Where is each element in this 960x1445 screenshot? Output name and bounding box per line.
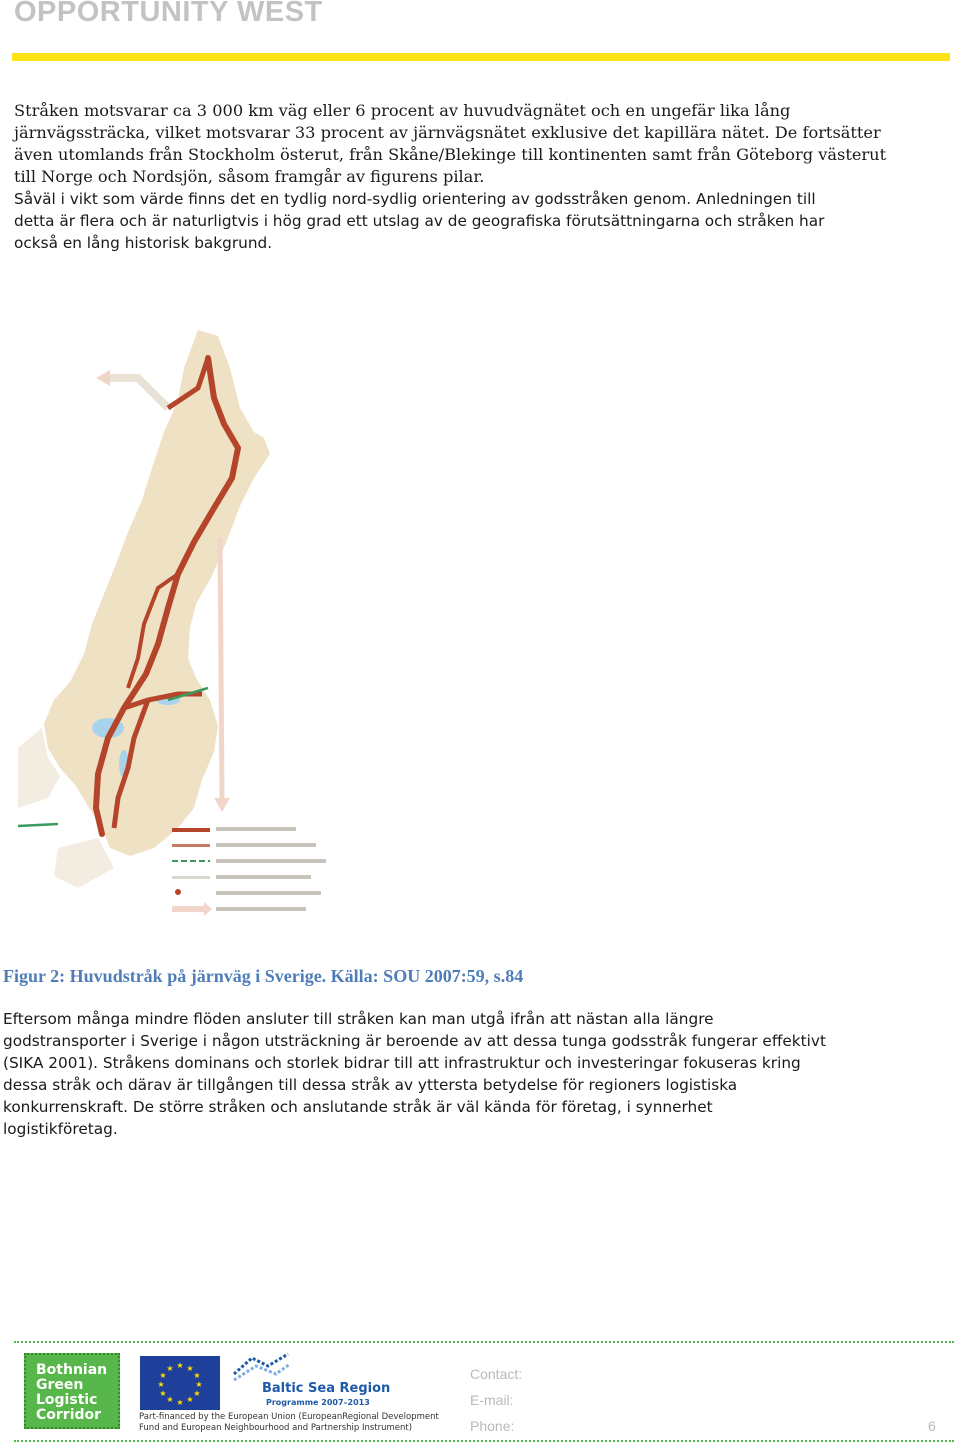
baltic-sea-region-subtitle: Programme 2007–2013 <box>266 1398 370 1407</box>
svg-text:★: ★ <box>186 1364 194 1373</box>
svg-text:★: ★ <box>159 1389 167 1398</box>
baltic-sea-region-flag-icon <box>232 1352 292 1382</box>
text-line: (SIKA 2001). Stråkens dominans och storlek bidrar till att infrastruktur och investeringar fokuseras kring <box>3 1054 801 1072</box>
baltic-sea-region-title: Baltic Sea Region <box>262 1381 391 1396</box>
text-line: Stråken motsvarar ca 3 000 km väg eller 6 procent av huvudvägnätet och en ungefär lika lång <box>14 101 791 120</box>
eu-stars-icon <box>140 1356 220 1410</box>
text-line: också en lång historisk bakgrund. <box>14 234 273 252</box>
text-line: konkurrenskraft. De större stråken och anslutande stråk är väl kända för företag, i synnerhet <box>3 1098 713 1116</box>
continent-arrow <box>220 538 222 798</box>
phone-label: Phone: <box>470 1418 515 1434</box>
figure-caption: Figur 2: Huvudstråk på järnväg i Sverige. Källa: SOU 2007:59, s.84 <box>3 966 524 986</box>
text-line: Såväl i vikt som värde finns det en tydlig nord-sydlig orientering av godsstråken genom. Anledningen till <box>14 190 816 208</box>
denmark-land <box>54 838 114 888</box>
continent-arrowhead <box>214 798 230 812</box>
paragraph-1 <box>14 100 914 188</box>
text-line: även utomlands från Stockholm österut, från Skåne/Blekinge till kontinenten samt från Göteborg västerut <box>14 145 887 164</box>
legend-swatch-rail-2 <box>172 844 210 847</box>
funding-note <box>139 1412 439 1434</box>
svg-text:★: ★ <box>166 1364 174 1373</box>
svg-text:★: ★ <box>176 1361 184 1370</box>
logo-line: Bothnian <box>36 1362 108 1378</box>
paragraph-2 <box>14 188 934 254</box>
legend-text-3 <box>216 859 326 863</box>
svg-text:★: ★ <box>159 1371 167 1380</box>
text-line: godstransporter i Sverige i någon utsträckning är beroende av att dessa tunga godsstråk fungerar effektivt <box>3 1032 826 1050</box>
footer-bottom-rule <box>14 1440 954 1442</box>
legend-text-4 <box>216 875 311 879</box>
logo-line: Corridor <box>36 1407 102 1423</box>
eu-flag-logo <box>140 1356 220 1410</box>
sweden-rail-map-figure <box>18 328 363 926</box>
text-line: till Norge och Nordsjön, såsom framgår av figurens pilar. <box>14 167 485 186</box>
svg-text:★: ★ <box>166 1395 174 1404</box>
email-label: E-mail: <box>470 1392 514 1408</box>
north-arrowhead <box>96 370 110 386</box>
contact-label: Contact: <box>470 1366 523 1382</box>
page-number: 6 <box>928 1418 936 1434</box>
green-link-west <box>18 824 58 826</box>
svg-text:★: ★ <box>157 1380 165 1389</box>
bothnian-green-logistic-corridor-logo <box>24 1353 120 1429</box>
legend-swatch-node <box>175 889 181 895</box>
legend-text-5 <box>216 891 321 895</box>
logo-line: Green <box>36 1377 84 1393</box>
legend-swatch-rail <box>172 828 210 832</box>
funding-line: Fund and European Neighbourhood and Partnership Instrument) <box>139 1423 413 1433</box>
rail-corridor-north-arrow <box>110 378 168 408</box>
map-svg <box>18 328 363 926</box>
svg-text:★: ★ <box>176 1398 184 1407</box>
svg-text:★: ★ <box>193 1389 201 1398</box>
logo-line: Logistic <box>36 1392 98 1408</box>
legend-swatch-arrow <box>172 902 212 916</box>
header-yellow-bar <box>12 53 950 61</box>
footer-top-rule <box>14 1341 954 1343</box>
text-line: järnvägssträcka, vilket motsvarar 33 procent av järnvägsnätet exklusive det kapillära nätet. De fortsätter <box>14 123 881 142</box>
legend-text-1 <box>216 827 296 831</box>
funding-line: Part-financed by the European Union (EuropeanRegional Development <box>139 1412 439 1422</box>
text-line: Eftersom många mindre flöden ansluter till stråken kan man utgå ifrån att nästan alla längre <box>3 1010 714 1028</box>
legend-text-2 <box>216 843 316 847</box>
text-line: detta är flera och är naturligtvis i hög grad ett utslag av de geografiska förutsättningarna och stråken har <box>14 212 825 230</box>
legend-swatch-road <box>172 876 210 879</box>
svg-text:★: ★ <box>193 1371 201 1380</box>
text-line: logistikföretag. <box>3 1120 118 1138</box>
paragraph-3 <box>3 1008 943 1140</box>
svg-text:★: ★ <box>186 1395 194 1404</box>
text-line: dessa stråk och därav är tillgången till dessa stråk av yttersta betydelse för regioners logistiska <box>3 1076 738 1094</box>
page-header-title: OPPORTUNITY WEST <box>14 0 323 28</box>
legend-text-6 <box>216 907 306 911</box>
svg-text:★: ★ <box>195 1380 203 1389</box>
